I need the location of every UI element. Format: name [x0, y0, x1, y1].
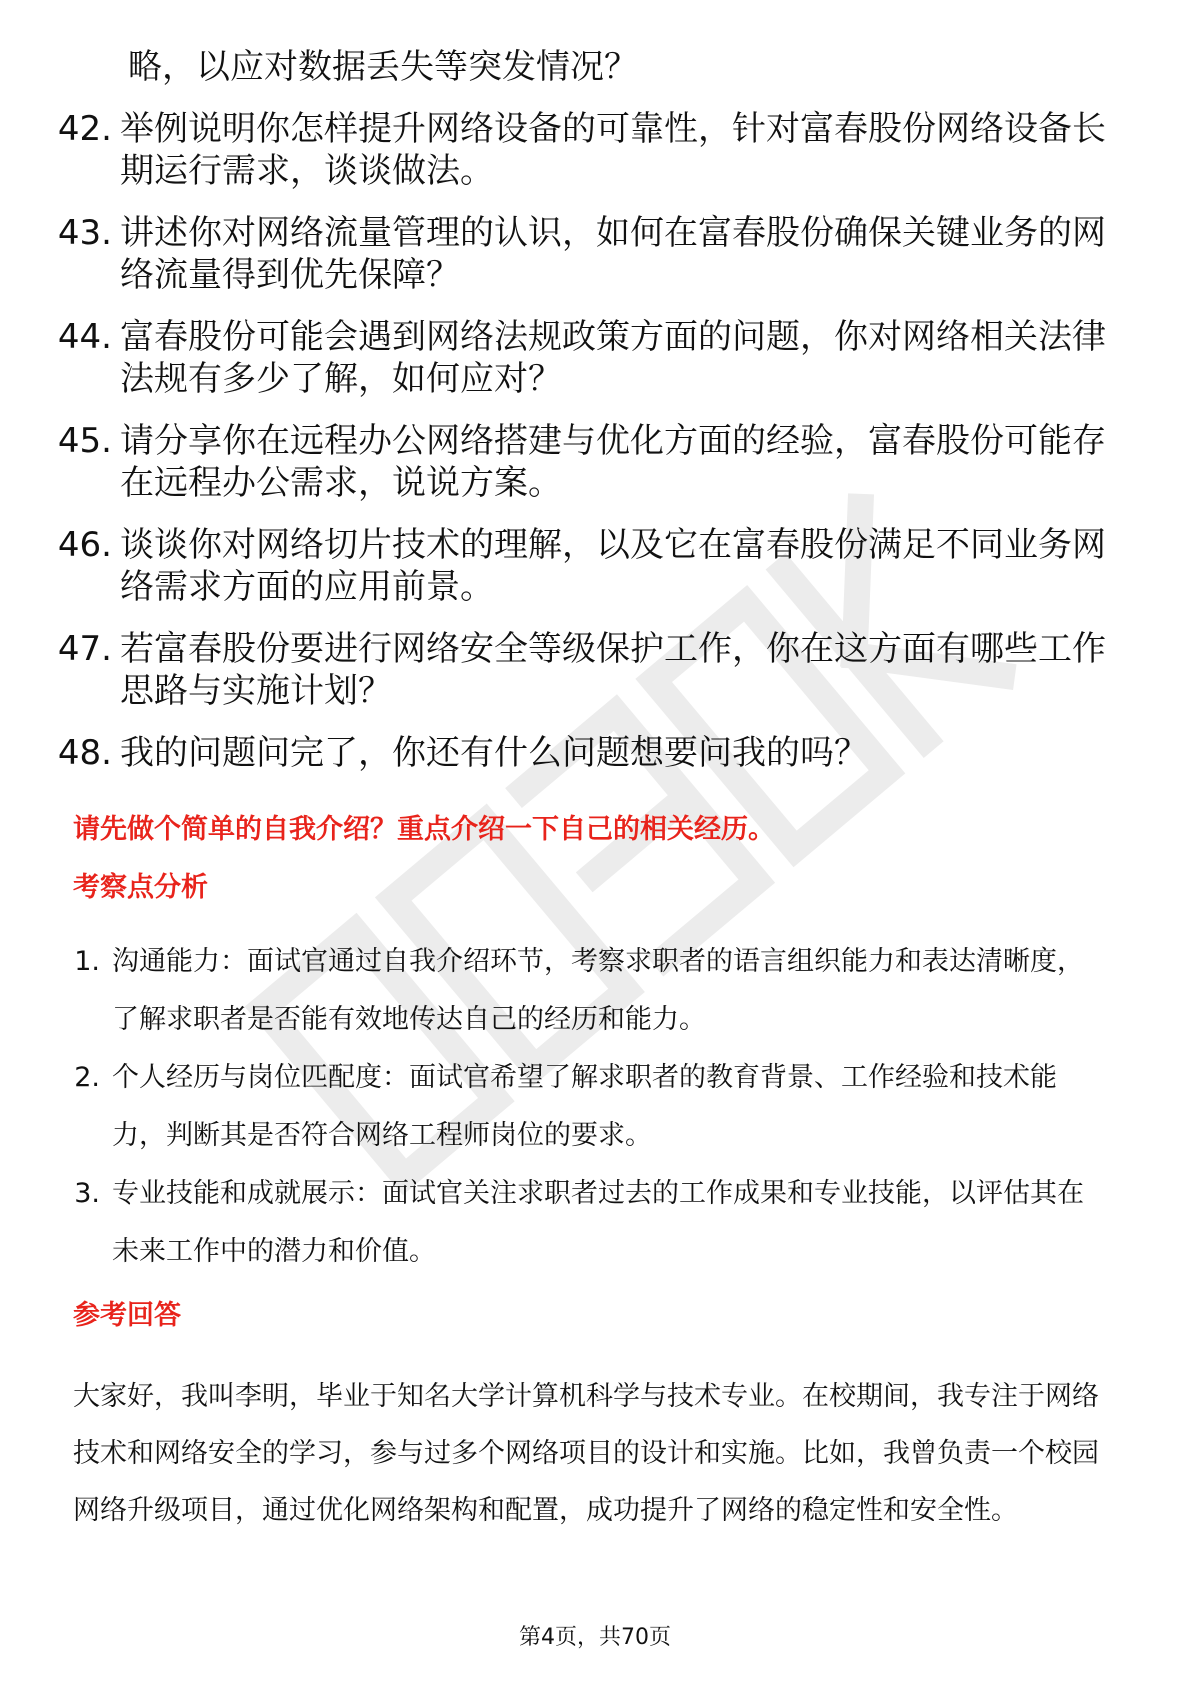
analysis-text: 个人经历与岗位匹配度：面试官希望了解求职者的教育背景、工作经验和技术能力，判断其是否符合网络工程师岗位的要求。 [112, 1062, 1057, 1151]
list-item [0, 316, 1190, 400]
question-text: 请分享你在远程办公网络搭建与优化方面的经验，富春股份可能存在远程办公需求，说说方案。 [120, 421, 1106, 503]
list-item [0, 420, 1190, 504]
list-item [0, 1165, 1190, 1281]
question-number: 44. [57, 317, 112, 357]
analysis-number: 1. [74, 946, 100, 977]
question-number: 42. [57, 109, 112, 149]
question-text: 举例说明你怎样提升网络设备的可靠性，针对富春股份网络设备长期运行需求，谈谈做法。 [120, 109, 1106, 191]
question-list [0, 108, 1190, 794]
question-text: 若富春股份要进行网络安全等级保护工作，你在这方面有哪些工作思路与实施计划？ [120, 629, 1106, 711]
question-text: 我的问题问完了，你还有什么问题想要问我的吗？ [120, 733, 868, 773]
question-text: 谈谈你对网络切片技术的理解，以及它在富春股份满足不同业务网络需求方面的应用前景。 [120, 525, 1106, 607]
analysis-list [0, 933, 1190, 1281]
question-number: 46. [57, 525, 112, 565]
list-item [0, 524, 1190, 608]
analysis-heading: 考察点分析 [73, 872, 208, 903]
question-number: 43. [57, 213, 112, 253]
analysis-text: 专业技能和成就展示：面试官关注求职者过去的工作成果和专业技能，以评估其在未来工作中的潜力和价值。 [112, 1178, 1084, 1267]
answer-paragraph: 大家好，我叫李明，毕业于知名大学计算机科学与技术专业。在校期间，我专注于网络技术和网络安全的学习，参与过多个网络项目的设计和实施。比如，我曾负责一个校园网络升级项目，通过优化网络架构和配置，成功提升了网络的稳定性和安全性。 [73, 1381, 1099, 1526]
list-item [0, 212, 1190, 296]
list-item [0, 1049, 1190, 1165]
list-item [0, 933, 1190, 1049]
question-continued-text: 略，以应对数据丢失等突发情况？ [128, 47, 638, 87]
analysis-number: 3. [74, 1178, 100, 1209]
list-item [0, 108, 1190, 192]
list-item [0, 732, 1190, 774]
question-number: 47. [57, 629, 112, 669]
question-number: 48. [57, 733, 112, 773]
list-item [0, 628, 1190, 712]
analysis-text: 沟通能力：面试官通过自我介绍环节，考察求职者的语言组织能力和表达清晰度，了解求职者是否能有效地传达自己的经历和能力。 [112, 946, 1084, 1035]
question-text: 讲述你对网络流量管理的认识，如何在富春股份确保关键业务的网络流量得到优先保障？ [120, 213, 1106, 295]
question-text: 富春股份可能会遇到网络法规政策方面的问题，你对网络相关法律法规有多少了解，如何应对？ [120, 317, 1106, 399]
page-number: 第4页，共70页 [519, 1625, 671, 1650]
question-number: 45. [57, 421, 112, 461]
analysis-number: 2. [74, 1062, 100, 1093]
answer-heading: 参考回答 [73, 1300, 181, 1331]
interview-question-title: 请先做个简单的自我介绍？重点介绍一下自己的相关经历。 [73, 814, 775, 845]
